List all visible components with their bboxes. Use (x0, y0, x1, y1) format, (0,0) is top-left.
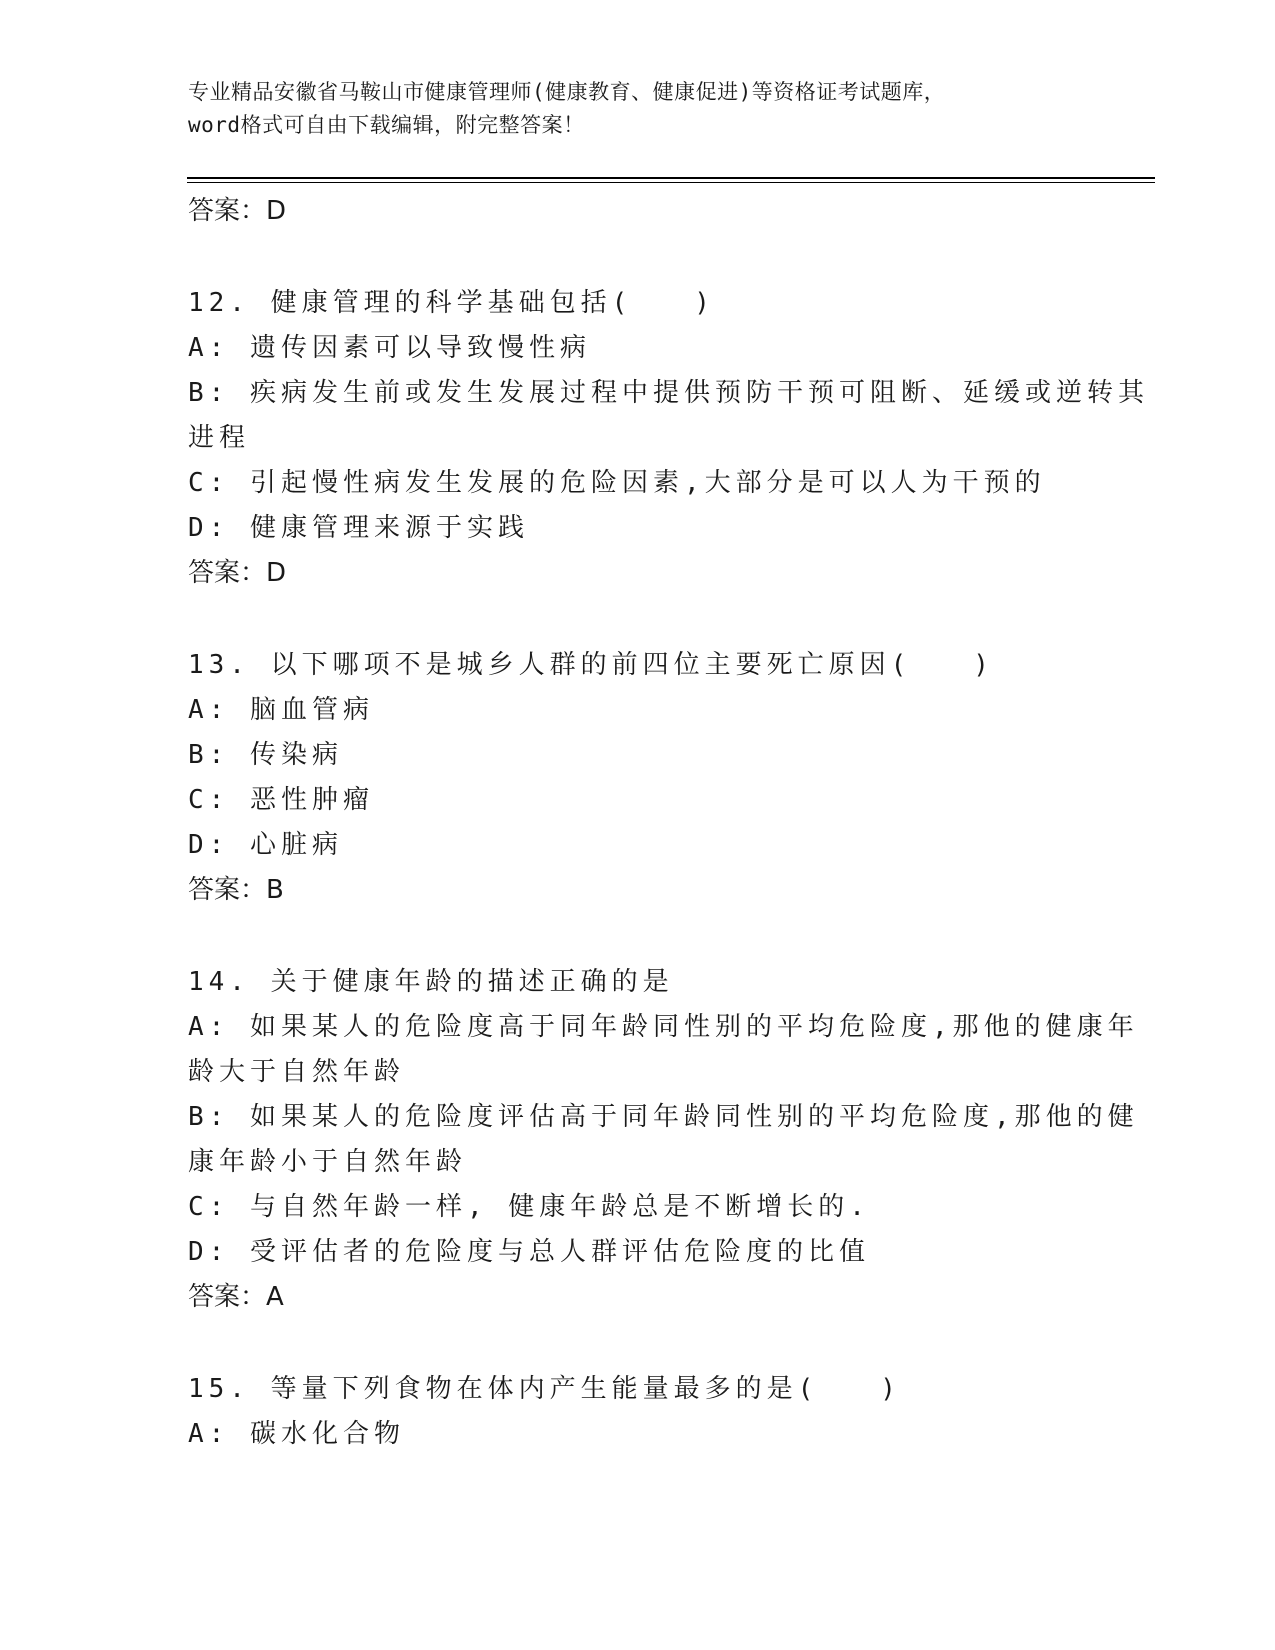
option-d: D: 受评估者的危险度与总人群评估危险度的比值 (188, 1237, 870, 1267)
question-12 (188, 281, 1149, 596)
header-line-1: 专业精品安徽省马鞍山市健康管理师(健康教育、健康促进)等资格证考试题库， (188, 80, 946, 104)
option-b-continued: 进程 (188, 423, 251, 453)
option-b: B: 传染病 (188, 740, 343, 770)
option-c: C: 引起慢性病发生发展的危险因素,大部分是可以人为干预的 (188, 468, 1046, 498)
option-a: A: 脑血管病 (188, 695, 374, 725)
document-header (188, 76, 1088, 142)
option-d: D: 健康管理来源于实践 (188, 513, 529, 543)
question-gap (188, 1320, 1108, 1367)
option-a: A: 碳水化合物 (188, 1419, 405, 1449)
question-title: 15. 等量下列食物在体内产生能量最多的是( ) (188, 1374, 901, 1404)
option-c: C: 恶性肿瘤 (188, 785, 374, 815)
question-list (188, 189, 1149, 1457)
question-13 (188, 643, 1108, 913)
question-title: 12. 健康管理的科学基础包括( ) (188, 288, 715, 318)
option-c: C: 与自然年龄一样, 健康年龄总是不断增长的. (188, 1192, 870, 1222)
header-divider-thick (187, 177, 1155, 179)
answer-q11: 答案：D (188, 196, 287, 226)
question-title: 14. 关于健康年龄的描述正确的是 (188, 967, 674, 997)
question-gap (188, 596, 1108, 643)
answer: 答案：D (188, 558, 287, 588)
option-b: B: 如果某人的危险度评估高于同年龄同性别的平均危险度,那他的健 (188, 1102, 1139, 1132)
question-15 (188, 1367, 1108, 1457)
option-b-continued: 康年龄小于自然年龄 (188, 1147, 468, 1177)
question-gap (188, 913, 1108, 960)
answer: 答案：B (188, 875, 284, 905)
option-a: A: 遗传因素可以导致慢性病 (188, 333, 591, 363)
option-a: A: 如果某人的危险度高于同年龄同性别的平均危险度,那他的健康年 (188, 1012, 1139, 1042)
option-d: D: 心脏病 (188, 830, 343, 860)
header-line-2: word格式可自由下载编辑，附完整答案！ (188, 113, 585, 137)
question-14 (188, 960, 1139, 1320)
question-title: 13. 以下哪项不是城乡人群的前四位主要死亡原因( ) (188, 650, 994, 680)
question-gap (188, 234, 1108, 281)
option-a-continued: 龄大于自然年龄 (188, 1057, 406, 1087)
header-divider-thin (187, 182, 1155, 183)
option-b: B: 疾病发生前或发生发展过程中提供预防干预可阻断、延缓或逆转其 (188, 378, 1149, 408)
answer: 答案：A (188, 1282, 284, 1312)
